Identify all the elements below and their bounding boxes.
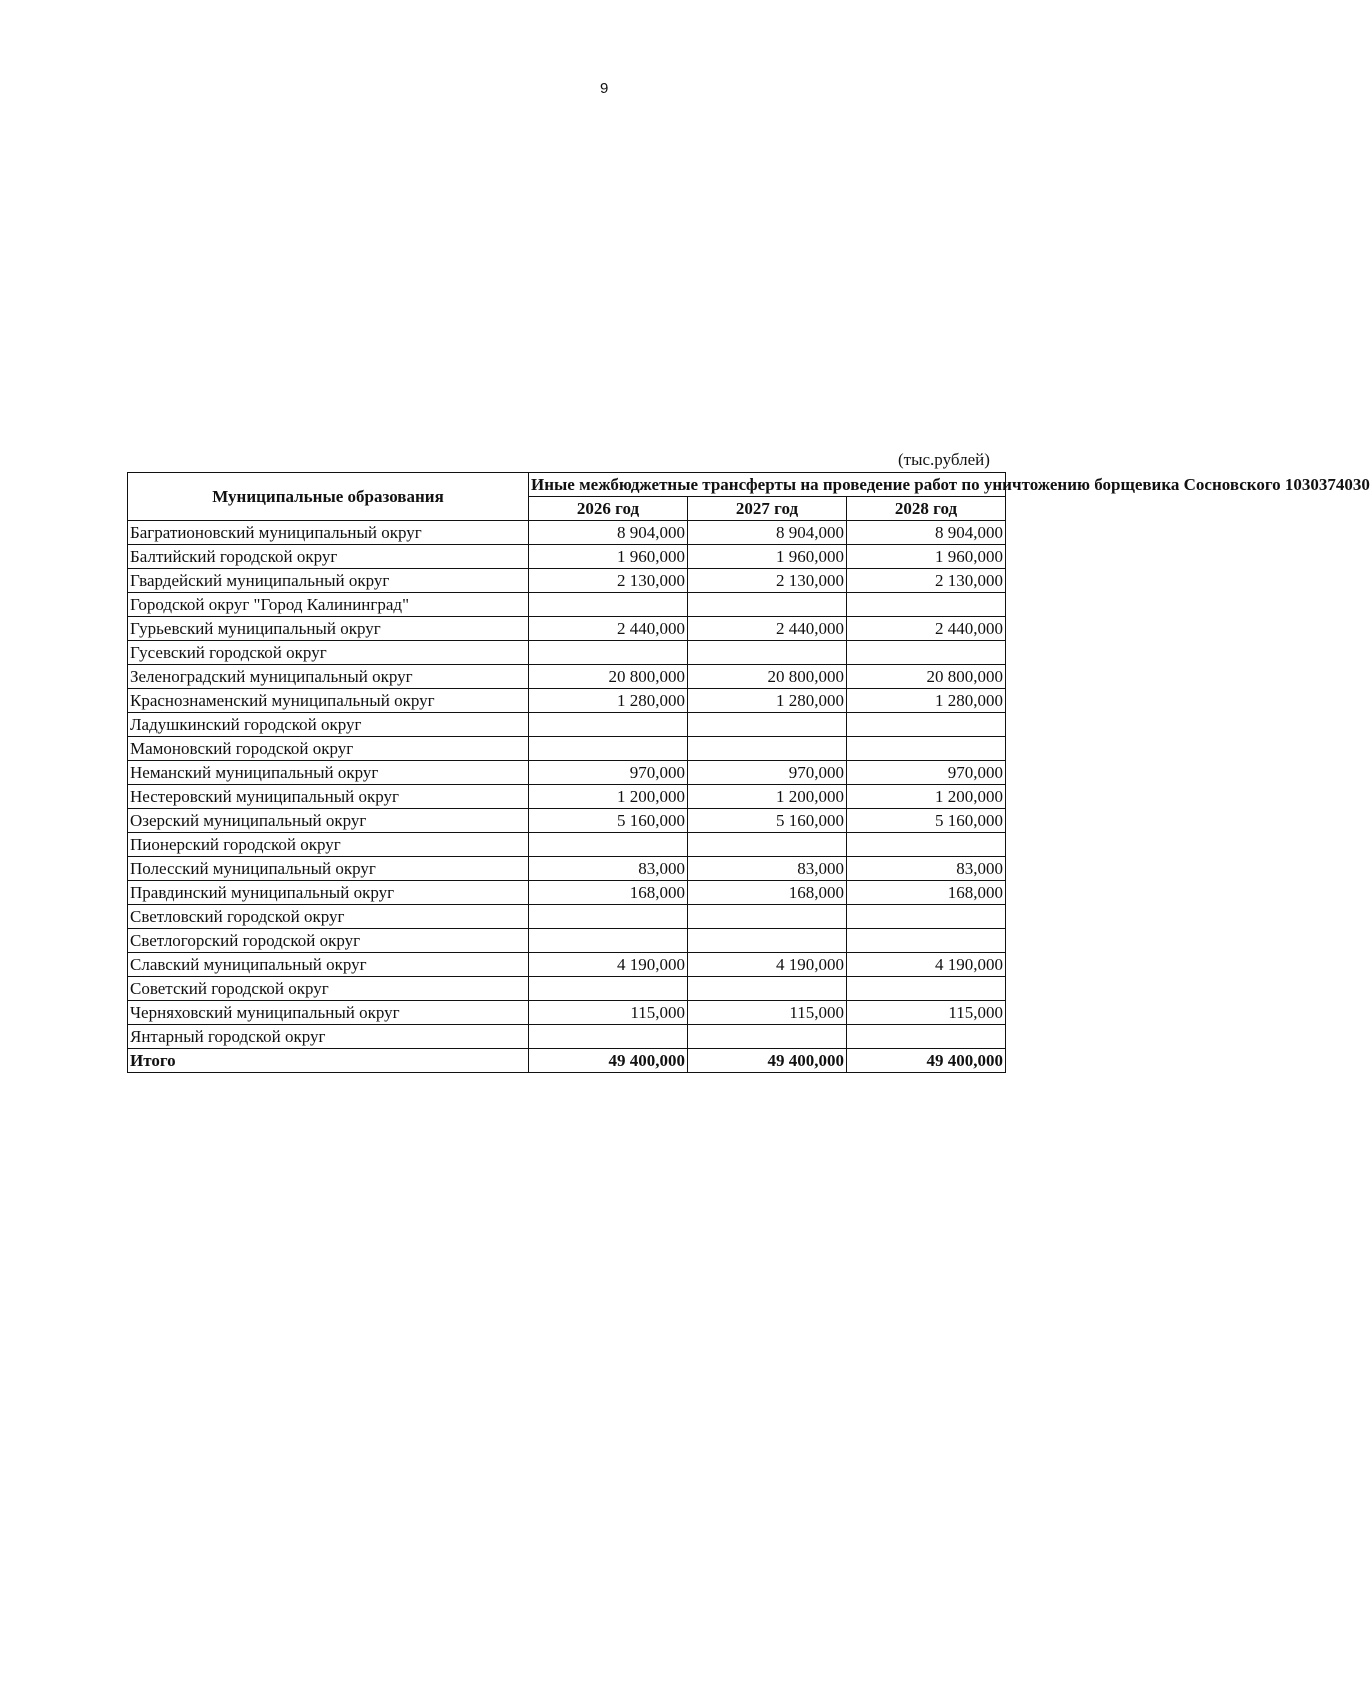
- amount-cell: 2 130,000: [688, 569, 847, 593]
- table-row: [128, 1025, 1006, 1049]
- page-number: 9: [600, 80, 609, 97]
- table-row: [128, 545, 1006, 569]
- amount-cell: 970,000: [688, 761, 847, 785]
- table-row: [128, 569, 1006, 593]
- table-row: [128, 905, 1006, 929]
- amount-cell: 1 200,000: [688, 785, 847, 809]
- table-row: [128, 737, 1006, 761]
- amount-cell: 5 160,000: [529, 809, 688, 833]
- amount-cell: 8 904,000: [688, 521, 847, 545]
- amount-cell: [688, 737, 847, 761]
- amount-cell: [688, 641, 847, 665]
- table-row: [128, 713, 1006, 737]
- table-row: [128, 809, 1006, 833]
- amount-cell: [529, 833, 688, 857]
- amount-cell: 1 200,000: [847, 785, 1006, 809]
- amount-cell: 4 190,000: [688, 953, 847, 977]
- municipalities-column-header: Муниципальные образования: [128, 473, 529, 521]
- amount-cell: 5 160,000: [847, 809, 1006, 833]
- municipality-name: Славский муниципальный округ: [128, 953, 529, 977]
- table-row: [128, 761, 1006, 785]
- amount-cell: 1 960,000: [847, 545, 1006, 569]
- table-row: [128, 689, 1006, 713]
- amount-cell: [688, 929, 847, 953]
- table-row: [128, 881, 1006, 905]
- amount-cell: 970,000: [529, 761, 688, 785]
- municipality-name: Краснознаменский муниципальный округ: [128, 689, 529, 713]
- amount-cell: 20 800,000: [688, 665, 847, 689]
- municipality-name: Неманский муниципальный округ: [128, 761, 529, 785]
- municipality-name: Багратионовский муниципальный округ: [128, 521, 529, 545]
- amount-cell: [529, 737, 688, 761]
- amount-cell: [847, 713, 1006, 737]
- municipality-name: Светловский городской округ: [128, 905, 529, 929]
- year-header-2026: 2026 год: [529, 497, 688, 521]
- amount-cell: [847, 1025, 1006, 1049]
- municipality-name: Зеленоградский муниципальный округ: [128, 665, 529, 689]
- amount-cell: [847, 977, 1006, 1001]
- units-label: (тыс.рублей): [898, 450, 990, 469]
- amount-cell: [529, 593, 688, 617]
- municipality-name: Гусевский городской округ: [128, 641, 529, 665]
- amount-cell: [688, 1025, 847, 1049]
- amount-cell: [688, 977, 847, 1001]
- amount-cell: 1 280,000: [529, 689, 688, 713]
- municipality-name: Правдинский муниципальный округ: [128, 881, 529, 905]
- table-row: [128, 929, 1006, 953]
- amount-cell: 83,000: [688, 857, 847, 881]
- total-2026: 49 400,000: [529, 1049, 688, 1073]
- amount-cell: [529, 1025, 688, 1049]
- municipality-name: Нестеровский муниципальный округ: [128, 785, 529, 809]
- amount-cell: [847, 641, 1006, 665]
- amount-cell: 115,000: [688, 1001, 847, 1025]
- amount-cell: 4 190,000: [529, 953, 688, 977]
- amount-cell: 1 280,000: [847, 689, 1006, 713]
- amount-cell: 2 440,000: [847, 617, 1006, 641]
- municipality-name: Янтарный городской округ: [128, 1025, 529, 1049]
- amount-cell: [847, 929, 1006, 953]
- amount-cell: 1 200,000: [529, 785, 688, 809]
- municipality-name: Балтийский городской округ: [128, 545, 529, 569]
- amount-cell: 168,000: [688, 881, 847, 905]
- municipality-name: Пионерский городской округ: [128, 833, 529, 857]
- amount-cell: [688, 905, 847, 929]
- amount-cell: 1 960,000: [529, 545, 688, 569]
- table-row: [128, 953, 1006, 977]
- table-body: [128, 521, 1006, 1049]
- table-row: [128, 593, 1006, 617]
- total-2027: 49 400,000: [688, 1049, 847, 1073]
- amount-cell: [529, 905, 688, 929]
- amount-cell: [529, 929, 688, 953]
- municipality-name: Городской округ "Город Калининград": [128, 593, 529, 617]
- municipality-name: Ладушкинский городской округ: [128, 713, 529, 737]
- amount-cell: 970,000: [847, 761, 1006, 785]
- amount-cell: 83,000: [847, 857, 1006, 881]
- year-header-2028: 2028 год: [847, 497, 1006, 521]
- amount-cell: [688, 833, 847, 857]
- municipality-name: Светлогорский городской округ: [128, 929, 529, 953]
- amount-cell: 2 130,000: [847, 569, 1006, 593]
- amount-cell: 8 904,000: [847, 521, 1006, 545]
- amount-cell: 20 800,000: [529, 665, 688, 689]
- table-row: [128, 785, 1006, 809]
- amount-cell: [688, 593, 847, 617]
- amount-cell: 1 960,000: [688, 545, 847, 569]
- table-row: [128, 833, 1006, 857]
- amount-cell: 168,000: [847, 881, 1006, 905]
- table-row: [128, 641, 1006, 665]
- municipality-name: Мамоновский городской округ: [128, 737, 529, 761]
- table-row: [128, 857, 1006, 881]
- amount-cell: 2 440,000: [529, 617, 688, 641]
- table-row: [128, 617, 1006, 641]
- amount-cell: 20 800,000: [847, 665, 1006, 689]
- total-row: [128, 1049, 1006, 1073]
- amount-cell: [847, 833, 1006, 857]
- amount-cell: 83,000: [529, 857, 688, 881]
- amount-cell: 8 904,000: [529, 521, 688, 545]
- municipality-name: Полесский муниципальный округ: [128, 857, 529, 881]
- amount-cell: 5 160,000: [688, 809, 847, 833]
- amount-cell: 115,000: [847, 1001, 1006, 1025]
- municipality-name: Советский городской округ: [128, 977, 529, 1001]
- municipality-name: Гвардейский муниципальный округ: [128, 569, 529, 593]
- total-2028: 49 400,000: [847, 1049, 1006, 1073]
- table-row: [128, 665, 1006, 689]
- table-row: [128, 521, 1006, 545]
- amount-cell: [688, 713, 847, 737]
- amount-cell: 2 130,000: [529, 569, 688, 593]
- municipality-name: Черняховский муниципальный округ: [128, 1001, 529, 1025]
- table-row: [128, 1001, 1006, 1025]
- municipality-name: Гурьевский муниципальный округ: [128, 617, 529, 641]
- amount-cell: [847, 593, 1006, 617]
- total-label: Итого: [128, 1049, 529, 1073]
- municipality-name: Озерский муниципальный округ: [128, 809, 529, 833]
- amount-cell: 4 190,000: [847, 953, 1006, 977]
- amount-cell: 115,000: [529, 1001, 688, 1025]
- amount-cell: [847, 905, 1006, 929]
- amount-cell: 1 280,000: [688, 689, 847, 713]
- amount-cell: 2 440,000: [688, 617, 847, 641]
- transfers-table: [127, 472, 1370, 1073]
- table-row: [128, 977, 1006, 1001]
- amount-cell: [529, 977, 688, 1001]
- amount-cell: [529, 713, 688, 737]
- amount-cell: [529, 641, 688, 665]
- amount-cell: 168,000: [529, 881, 688, 905]
- amount-cell: [847, 737, 1006, 761]
- transfers-column-header: Иные межбюджетные трансферты на проведение работ по уничтожению борщевика Сосновского 1030374030: [529, 473, 1006, 497]
- year-header-2027: 2027 год: [688, 497, 847, 521]
